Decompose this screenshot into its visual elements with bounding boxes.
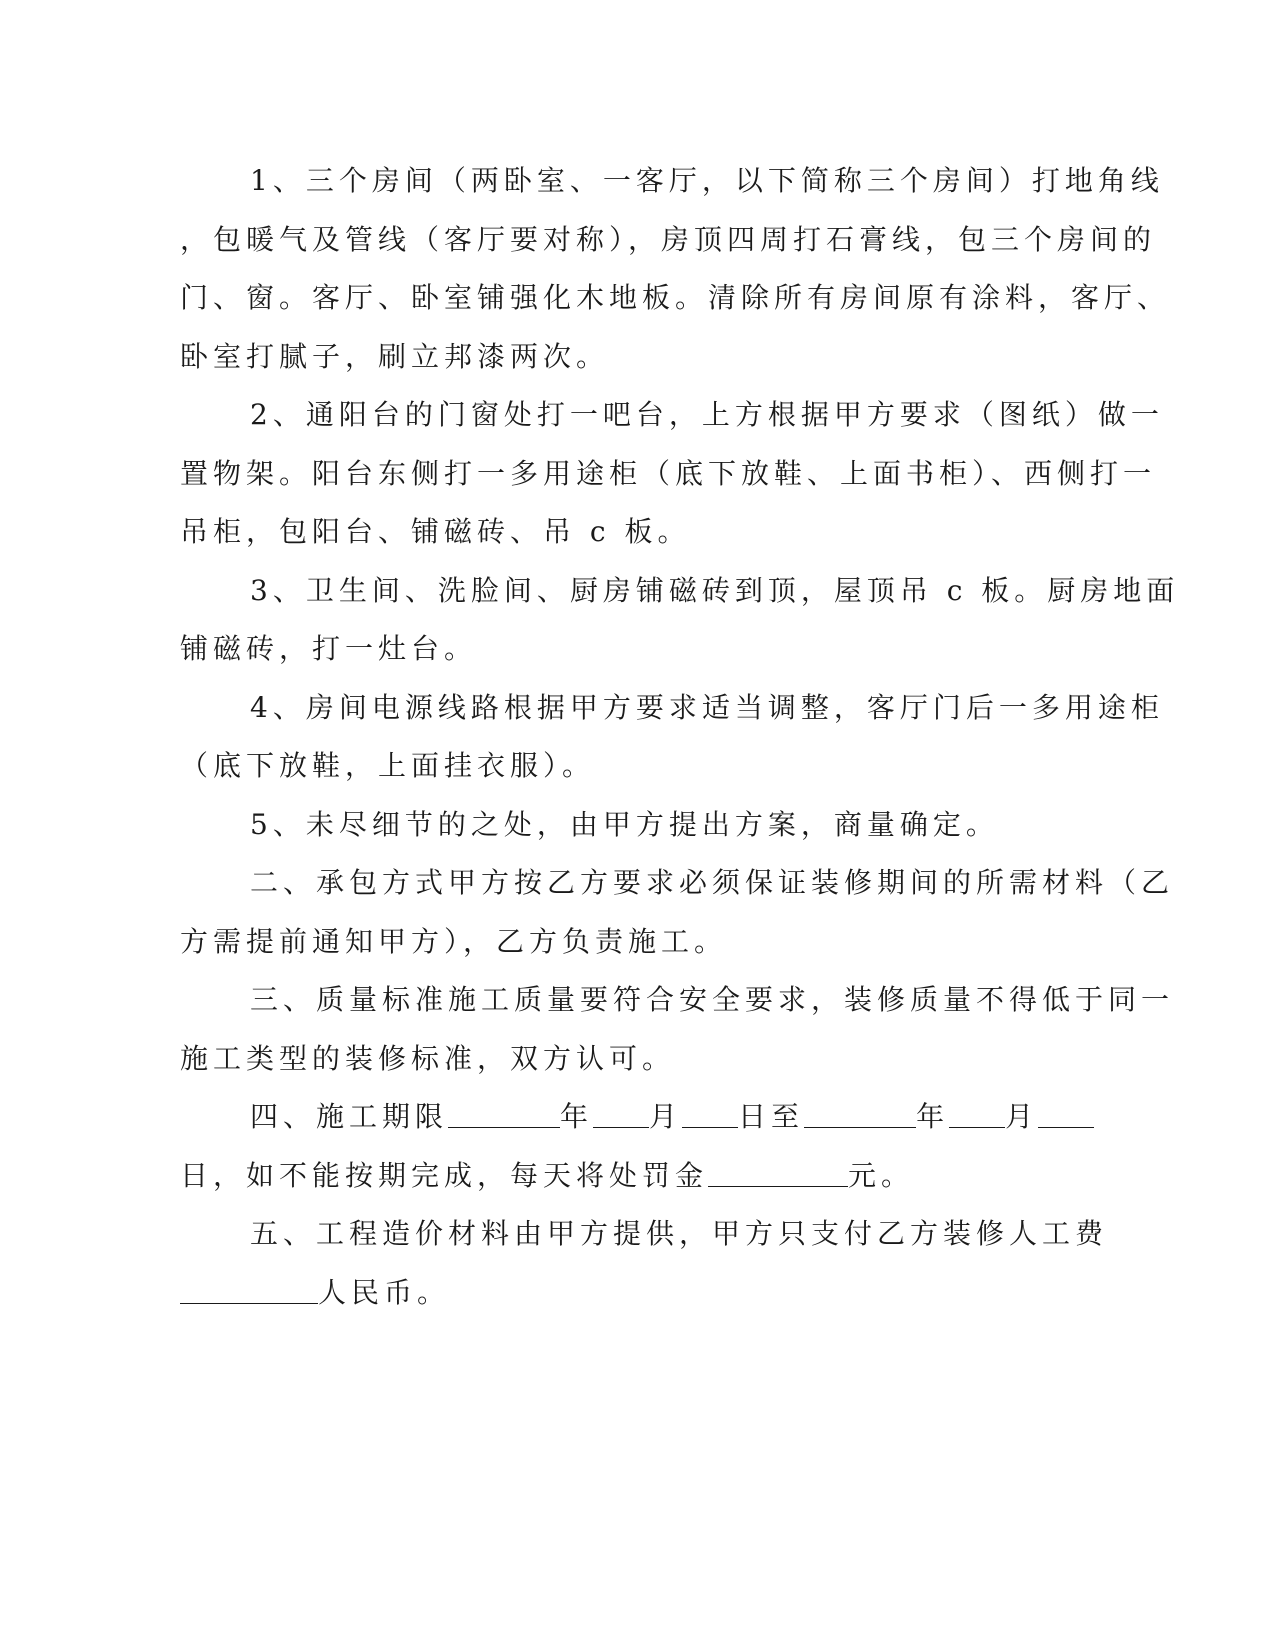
document-body xyxy=(180,152,1180,1322)
paragraph-line: 卧室打腻子，刷立邦漆两次。 xyxy=(180,339,610,373)
paragraph-line: ，包暖气及管线（客厅要对称），房顶四周打石膏线，包三个房间的 xyxy=(180,222,1157,256)
month-label: 月 xyxy=(1005,1100,1039,1133)
paragraph-line: 5、未尽细节的之处，由甲方提出方案，商量确定。 xyxy=(250,807,999,841)
end-year-blank[interactable] xyxy=(804,1097,916,1128)
end-day-blank[interactable] xyxy=(1038,1097,1094,1128)
paragraph-line: 二、承包方式甲方按乙方要求必须保证装修期间的所需材料（乙 xyxy=(250,866,1175,899)
cost-line: 五、工程造价材料由甲方提供，甲方只支付乙方装修人工费 xyxy=(250,1217,1109,1250)
penalty-amount-blank[interactable] xyxy=(708,1156,848,1187)
end-month-blank[interactable] xyxy=(949,1097,1005,1128)
paragraph-line: 门、窗。客厅、卧室铺强化木地板。清除所有房间原有涂料，客厅、 xyxy=(180,281,1171,314)
paragraph-line: 置物架。阳台东侧打一多用途柜（底下放鞋、上面书柜）、西侧打一 xyxy=(180,456,1157,490)
penalty-text: 日，如不能按期完成，每天将处罚金 xyxy=(180,1158,709,1192)
paragraph-line: 3、卫生间、洗脸间、厨房铺磁砖到顶，屋顶吊 c 板。厨房地面 xyxy=(250,573,1180,607)
start-year-blank[interactable] xyxy=(448,1097,560,1128)
year-label: 年 xyxy=(916,1100,950,1133)
term-line xyxy=(180,1088,1039,1147)
currency-label: 人民币。 xyxy=(318,1275,451,1309)
start-month-blank[interactable] xyxy=(593,1097,649,1128)
paragraph-line: 4、房间电源线路根据甲方要求适当调整，客厅门后一多用途柜 xyxy=(250,690,1164,724)
day-to-label: 日至 xyxy=(738,1100,805,1133)
paragraph-line: 2、通阳台的门窗处打一吧台，上方根据甲方要求（图纸）做一 xyxy=(250,398,1164,431)
yuan-label: 元。 xyxy=(848,1158,915,1192)
term-prefix: 四、施工期限 xyxy=(250,1100,449,1133)
paragraph-line: 施工类型的装修标准，双方认可。 xyxy=(180,1041,676,1075)
start-day-blank[interactable] xyxy=(682,1097,738,1128)
paragraph-line: 方需提前通知甲方），乙方负责施工。 xyxy=(180,924,728,958)
month-label: 月 xyxy=(649,1100,683,1133)
paragraph-line: 铺磁砖，打一灶台。 xyxy=(180,632,478,665)
paragraph-line: 1、三个房间（两卧室、一客厅，以下简称三个房间）打地角线 xyxy=(250,164,1164,197)
paragraph-line: 吊柜，包阳台、铺磁砖、吊 c 板。 xyxy=(180,515,691,548)
year-label: 年 xyxy=(560,1100,594,1133)
paragraph-line: 三、质量标准施工质量要符合安全要求，装修质量不得低于同一 xyxy=(250,983,1175,1016)
cost-amount-line xyxy=(180,1264,1035,1323)
penalty-line xyxy=(180,1147,1035,1206)
labor-fee-blank[interactable] xyxy=(180,1273,318,1304)
paragraph-line: （底下放鞋，上面挂衣服）。 xyxy=(180,749,596,782)
